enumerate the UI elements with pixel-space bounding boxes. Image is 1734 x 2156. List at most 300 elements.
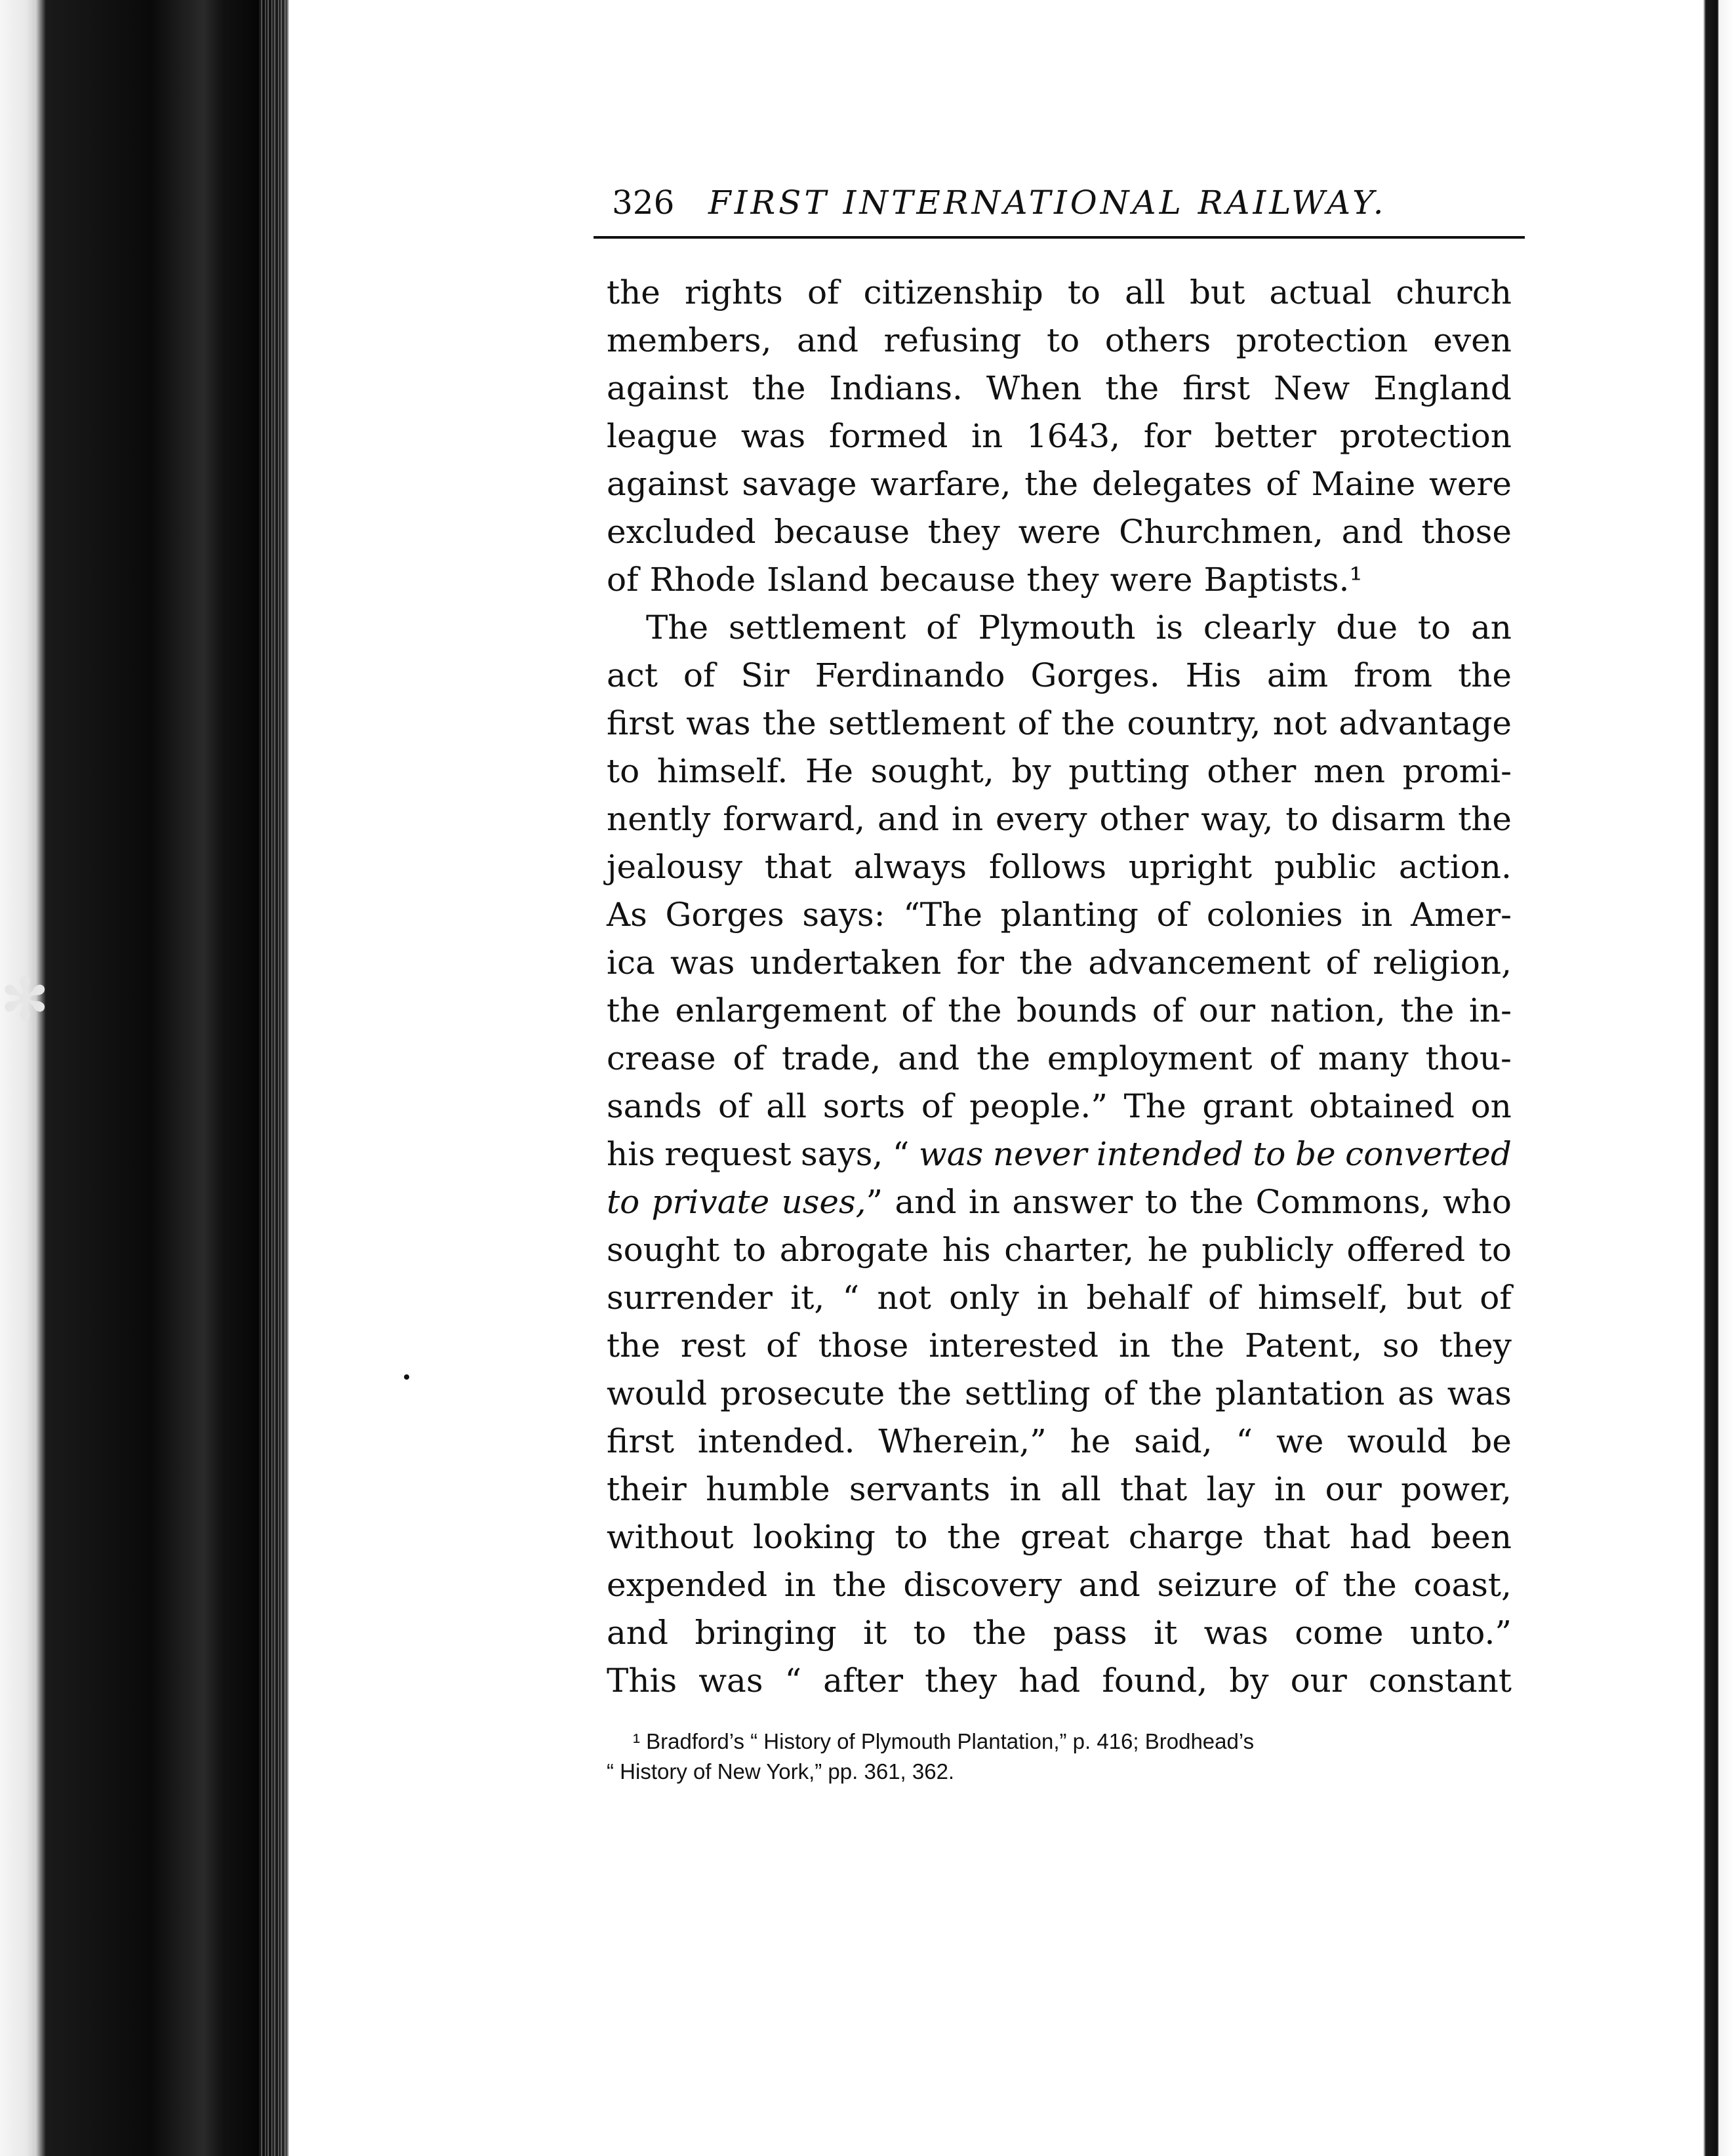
word: found, [1102,1662,1208,1700]
word: but [1406,1279,1462,1317]
word: formed [828,417,948,455]
text-line [607,1130,1512,1178]
word: and [1078,1566,1140,1604]
word: charge [1128,1518,1244,1556]
text-line [607,1418,1512,1466]
word: plantation [1215,1374,1385,1412]
text-line [607,1657,1512,1705]
word: Amer- [1411,896,1512,934]
word: and [895,1183,957,1221]
word: planting [1000,896,1139,934]
word: said, [1134,1422,1213,1460]
word: “ [842,1279,860,1317]
word: bringing [695,1614,837,1652]
word: the [1148,1374,1203,1412]
margin-stain: ✻ [0,965,50,1034]
text-line [607,891,1512,939]
word: grant [1202,1087,1293,1125]
word: lay [1206,1470,1255,1508]
word: The [646,609,709,647]
word: humble [706,1470,830,1508]
word: actual [1269,273,1372,311]
word: they [1026,561,1099,599]
word: savage [742,465,857,503]
word: He [805,752,854,790]
word: we [1276,1422,1324,1460]
word: action. [1398,848,1512,886]
footnote-line: ¹ Bradford’s “ History of Plymouth Plantation,” p. 416; Brodhead’s [633,1729,1255,1753]
word: 1643, [1026,417,1121,455]
word: answer [1012,1183,1133,1221]
word: every [996,800,1087,838]
word: the [1458,800,1512,838]
word: public [1274,848,1377,886]
text-line [607,1513,1512,1561]
word: of [733,1039,765,1077]
footnote-line: “ History of New York,” pp. 361, 362. [607,1759,955,1784]
word: of [1325,944,1358,982]
word: of [901,991,933,1029]
word: and [1341,513,1403,551]
word: protection [1339,417,1512,455]
text-line [607,1609,1512,1657]
word: advantage [1339,704,1512,742]
text-line [607,1370,1512,1418]
word: others [1104,321,1211,359]
word: those [1421,513,1512,551]
word: and [877,800,940,838]
word: the [973,1614,1027,1652]
word: first [607,1422,675,1460]
word: the [1061,704,1116,742]
word: Churchmen, [1119,513,1323,551]
word: the [1105,369,1159,407]
body-text [607,269,1512,1705]
word: of [1207,1279,1240,1317]
word: ” [866,1183,883,1221]
word: is [1156,609,1184,647]
word: in [784,1566,817,1604]
word: only [949,1279,1019,1317]
text-line [607,412,1512,460]
word: in [951,800,984,838]
word: of [921,1087,954,1125]
word: religion, [1373,944,1512,982]
text-line [607,1083,1512,1130]
word: he [1147,1231,1188,1269]
word: even [1433,321,1512,359]
word: act [607,656,658,694]
word: bounds [1016,991,1138,1029]
word: due [1336,609,1398,647]
word: their [607,1470,687,1508]
word: people.” [969,1087,1108,1125]
word: to [1417,609,1451,647]
text-line [607,508,1512,556]
word: says, [801,1135,883,1173]
word: his [942,1231,991,1269]
word: converted [1345,1135,1512,1173]
word: request [664,1135,792,1173]
word: undertaken [750,944,942,982]
word: other [1099,800,1189,838]
word: they [1439,1327,1512,1365]
word: to [1144,1183,1178,1221]
word: to [913,1614,946,1652]
word: other [1207,752,1297,790]
word: great [1020,1518,1110,1556]
word: forward, [723,800,866,838]
word: were [1110,561,1193,599]
text-line [607,1226,1512,1274]
text-line [607,652,1512,700]
word: in [971,417,1003,455]
word: our [1325,1470,1382,1508]
word: This [607,1662,677,1700]
word: settlement [828,704,1006,742]
word: for [1143,417,1192,455]
word: who [1442,1183,1512,1221]
word: against [607,369,729,407]
word: sought, [870,752,994,790]
word: he [1070,1422,1111,1460]
word [782,1178,883,1226]
word: of [1017,704,1050,742]
word: the [607,1327,660,1365]
word: league [607,417,718,455]
word: servants [849,1470,991,1508]
word: way, [1201,800,1274,838]
word: As [607,896,647,934]
word: intended [1096,1135,1243,1173]
word: Ferdinando [815,656,1005,694]
word: come [1295,1614,1384,1652]
word: many [1318,1039,1409,1077]
word: was [919,1135,984,1173]
word: settling [965,1374,1091,1412]
word: abrogate [779,1231,929,1269]
word: Indians. [829,369,963,407]
word: refusing [883,321,1022,359]
word: in [1037,1279,1069,1317]
ink-speck [404,1374,409,1380]
word: would [1347,1422,1448,1460]
word: because [879,561,1016,599]
word: it [863,1614,887,1652]
word: seizure [1157,1566,1278,1604]
text-line [607,317,1512,365]
word: putting [1068,752,1190,790]
word: Gorges. [1030,656,1160,694]
word: against [607,465,729,503]
word: Sir [740,656,790,694]
word: constant [1368,1662,1512,1700]
word: of [1156,896,1189,934]
word: rights [684,273,783,311]
word: to [895,1518,928,1556]
text-line [607,1561,1512,1609]
word: Island [767,561,869,599]
word: was [740,417,806,455]
word: excluded [607,513,756,551]
word: first [607,704,675,742]
word: of [1294,1566,1327,1604]
word: obtained [1309,1087,1455,1125]
word: sorts [822,1087,906,1125]
word: an [1470,609,1512,647]
word: his [607,1135,655,1173]
word: private [651,1183,770,1221]
word: as [1398,1374,1434,1412]
word: it, [790,1279,825,1317]
word: the [607,273,660,311]
text-line [607,556,1512,604]
text-line [607,939,1512,987]
word: our [1198,991,1256,1029]
word: charter, [1004,1231,1135,1269]
word: Patent, [1245,1327,1363,1365]
word: sought [607,1231,720,1269]
page-stack-edge [259,0,289,2156]
word: of [1266,465,1298,503]
word: on [1470,1087,1512,1125]
word: Plymouth [978,609,1136,647]
word: the [1400,991,1455,1029]
word: but [1190,273,1245,311]
word: behalf [1086,1279,1190,1317]
word: says: [802,896,885,934]
word: of [766,1327,798,1365]
word: our [1290,1662,1347,1700]
word: always [853,848,967,886]
word: clearly [1203,609,1316,647]
word: warfare, [870,465,1011,503]
word: so [1382,1327,1419,1365]
word: expended [607,1566,768,1604]
word: were [1018,513,1101,551]
word: the [832,1566,887,1604]
word: unto.” [1409,1614,1512,1652]
word: were [1429,465,1512,503]
word: been [1430,1518,1512,1556]
word: the [1190,1183,1244,1221]
word: the [1024,465,1079,503]
word: all [1125,273,1165,311]
word: to [607,752,640,790]
word: publicly [1201,1231,1333,1269]
word: of [607,561,639,599]
word: from [1354,656,1433,694]
text-line [607,987,1512,1035]
word: himself, [1257,1279,1389,1317]
word: uses, [781,1183,866,1221]
text-line [607,1178,1512,1226]
word: because [774,513,910,551]
word: by [1229,1662,1269,1700]
word: of [1103,1374,1136,1412]
word: church [1396,273,1512,311]
word: of [807,273,839,311]
word: all [766,1087,807,1125]
text-line [607,460,1512,508]
word: the [762,704,817,742]
word: the [948,991,1002,1029]
word: that [1263,1518,1331,1556]
word: better [1214,417,1317,455]
word: be [1295,1135,1336,1173]
word: the [607,991,660,1029]
running-title: FIRST INTERNATIONAL RAILWAY. [708,184,1387,222]
word: himself. [656,752,788,790]
word: the [898,1374,952,1412]
word: to [607,1183,640,1221]
word: that [1120,1470,1188,1508]
word: of [1480,1279,1512,1317]
word: offered [1346,1231,1466,1269]
word: pass [1053,1614,1127,1652]
word: in [1009,1470,1041,1508]
word: thou- [1425,1039,1512,1077]
word: was [686,704,751,742]
text-line [607,1035,1512,1083]
word: Baptists.¹ [1203,561,1363,599]
word: by [1011,752,1051,790]
word: The [1123,1087,1186,1125]
word: Rhode [649,561,756,599]
word: When [986,369,1082,407]
word: colonies [1206,896,1343,934]
word: they [925,1662,998,1700]
word [607,1178,639,1226]
word: power, [1401,1470,1512,1508]
text-line [607,269,1512,317]
text-line [607,1274,1512,1322]
word: of [1269,1039,1301,1077]
word: the [1342,1566,1397,1604]
word: without [607,1518,734,1556]
word: rest [680,1327,746,1365]
word: disarm [1331,800,1446,838]
facing-page-edge [1645,0,1734,2156]
word: after [823,1662,904,1700]
word: first [1182,369,1251,407]
word: it [1154,1614,1178,1652]
word: to [733,1231,767,1269]
word: delegates [1091,465,1253,503]
word [919,1130,983,1178]
text-line [607,604,1512,652]
word: upright [1128,848,1253,886]
word: and [796,321,858,359]
word: protection [1236,321,1408,359]
word: and [898,1039,960,1077]
word: “ [892,1135,910,1173]
word: coast, [1413,1566,1512,1604]
word: crease [607,1039,716,1077]
word: nently [607,800,711,838]
word: was [670,944,735,982]
word: England [1373,369,1512,407]
word: to [1285,800,1319,838]
word: Gorges [665,896,784,934]
word: was [1447,1374,1512,1412]
word: they [927,513,1000,551]
word: and [607,1614,669,1652]
text-line [607,795,1512,843]
word: would [607,1374,708,1412]
word: the [947,1518,1001,1556]
word: interested [929,1327,1099,1365]
word: “ [1236,1422,1253,1460]
word: in [1361,896,1393,934]
word: promi- [1402,752,1512,790]
footnotes [607,1727,1512,1787]
word: Wherein,” [878,1422,1047,1460]
word: had [1349,1518,1411,1556]
word: trade, [781,1039,881,1077]
word: the [1019,944,1074,982]
word: be [1471,1422,1512,1460]
word: to [1067,273,1101,311]
word: in [968,1183,1001,1221]
word: His [1185,656,1241,694]
word: country, [1127,704,1261,742]
word: enlargement [675,991,887,1029]
word: discovery [903,1566,1062,1604]
word: follows [988,848,1106,886]
word: of [718,1087,750,1125]
word: of [1152,991,1184,1029]
word: in [1118,1327,1151,1365]
word: looking [753,1518,876,1556]
word: “The [903,896,982,934]
word: ica [607,944,655,982]
word: intended. [697,1422,855,1460]
word: citizenship [863,273,1043,311]
word: nation, [1270,991,1386,1029]
book-page [594,177,1525,1784]
word: New [1274,369,1350,407]
word: was [698,1662,763,1700]
word: never [992,1135,1087,1173]
word: was [1203,1614,1268,1652]
word: all [1060,1470,1101,1508]
word: prosecute [720,1374,885,1412]
text-line [607,365,1512,412]
word: not [877,1279,931,1317]
word: of [683,656,716,694]
word: surrender [607,1279,773,1317]
word: jealousy [607,848,743,886]
word: settlement [729,609,906,647]
text-line [607,1466,1512,1513]
word: the [977,1039,1030,1077]
text-line [607,1322,1512,1370]
word: “ [784,1662,802,1700]
word: Maine [1311,465,1416,503]
word: to [1478,1231,1512,1269]
text-line [607,843,1512,891]
word: aim [1266,656,1329,694]
word: had [1018,1662,1081,1700]
word: to [1253,1135,1286,1173]
word: that [764,848,832,886]
word: of [926,609,958,647]
text-line [607,748,1512,795]
word: in [1274,1470,1306,1508]
word [1345,1130,1512,1178]
page-number: 326 [612,184,675,222]
